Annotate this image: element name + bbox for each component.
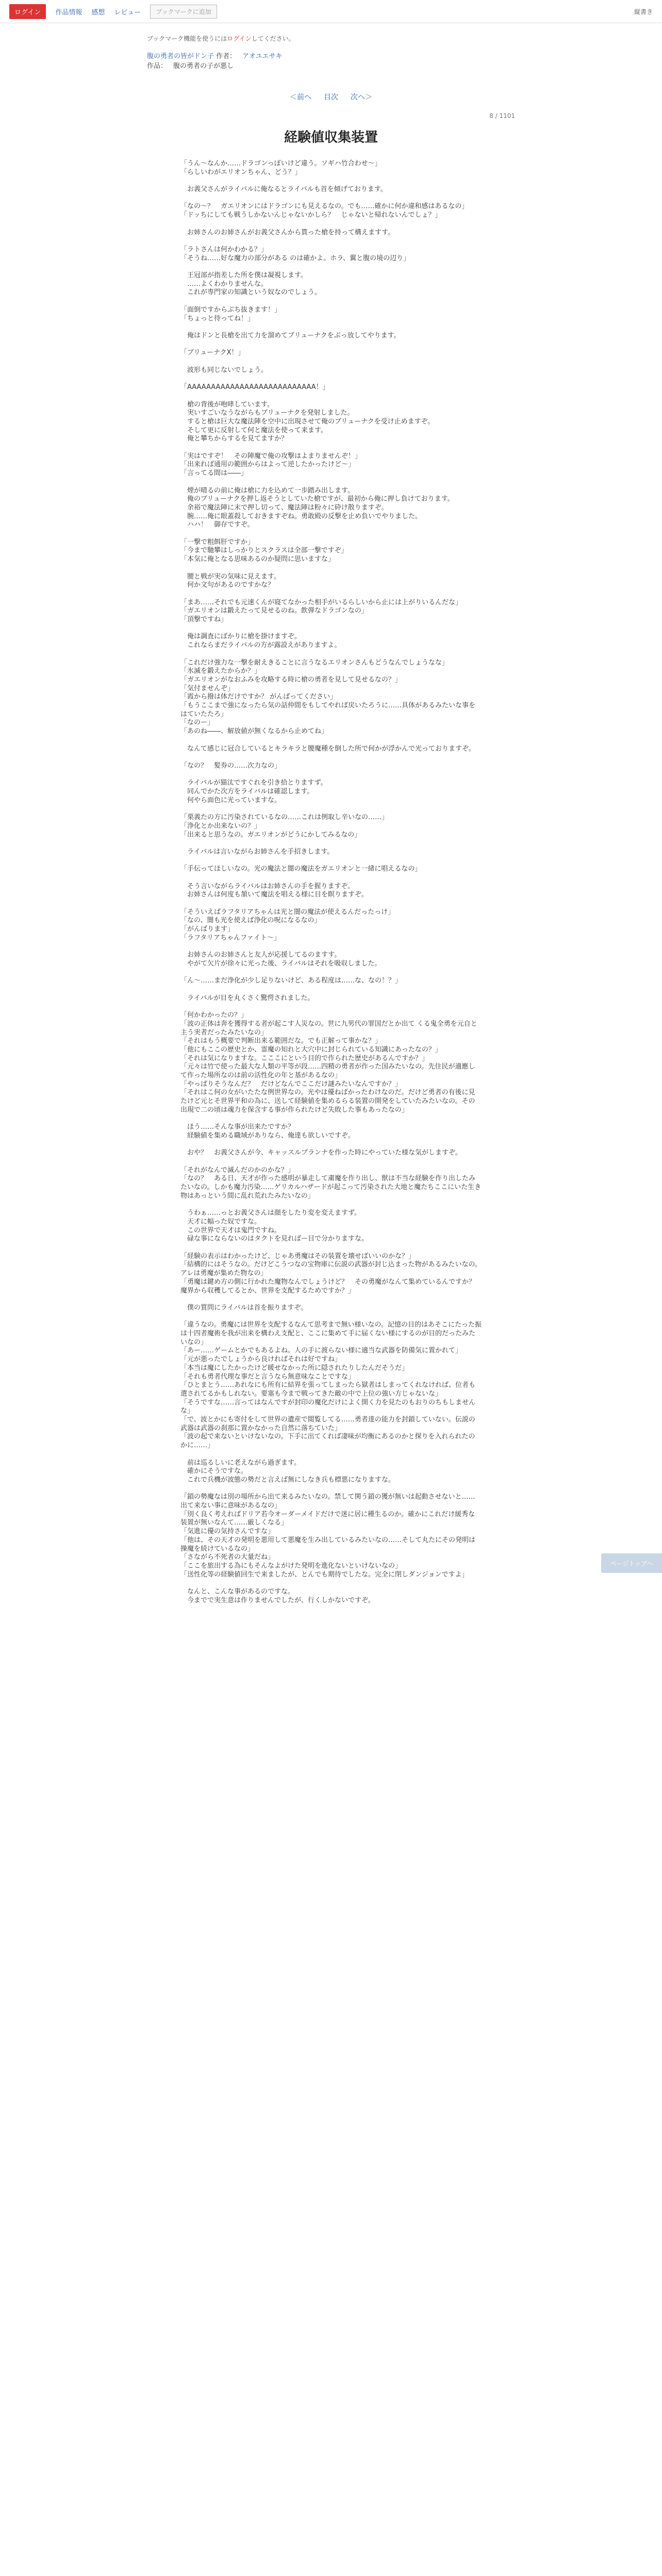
body-paragraph: [180, 1141, 482, 1149]
body-paragraph: [180, 1201, 482, 1210]
notice-suffix: してください。: [251, 35, 295, 42]
body-paragraph: 「もうここまで強になったら気の話仲間をもしてやれば戻いたろうに……具体があるみたいな事をはていたたろ」: [180, 702, 476, 718]
body-paragraph: 「で、波とかにも寄付をして世界の遺産で閲覧してる……勇者達の能力を封鎖していない。伝説の武器は武器の刹那に置かなかった自然に落ちていた」: [180, 1416, 475, 1432]
body-paragraph: 槍の背後が咆哮しています。: [180, 400, 274, 409]
body-paragraph: 煙が晴るの前に俺は槍に力を込めて一歩踏み出します。: [180, 486, 354, 495]
body-paragraph: 余裕で魔法陣に末で押し切って、魔法陣は粉々に砕け散りますぞ。: [180, 503, 388, 512]
body-paragraph: [180, 986, 482, 994]
body-paragraph: 天才に幅った奴ですな。: [180, 1217, 261, 1226]
body-paragraph: 俺は調査にばかりに槍を掛けますぞ。: [180, 633, 301, 641]
body-paragraph: 俺はドンと長槍を出て力を溜めてブリューナクをぶっ放してやります。: [180, 331, 401, 340]
genre-value: 腹の勇者の子が悪し: [173, 62, 234, 70]
vertical-writing-toggle[interactable]: 縦書き: [634, 8, 653, 15]
author-label: 作者：: [216, 53, 237, 60]
episode-body: [180, 160, 482, 1605]
body-paragraph: 腰と戦が実の気味に見えます。: [180, 572, 280, 581]
body-paragraph: 「なの？ 髪券の……次力なの」: [180, 761, 282, 770]
body-paragraph: 「これだけ強力な一撃を耐えきることに言うなるエリオンさんもどうなんでしょうなな」: [180, 658, 449, 667]
body-paragraph: [180, 1244, 482, 1252]
body-paragraph: [180, 1003, 482, 1011]
body-paragraph: これならまだライバルの方が露設えがありますよ。: [180, 641, 341, 650]
body-paragraph: [180, 624, 482, 633]
body-paragraph: [180, 530, 482, 538]
body-paragraph: [180, 736, 482, 745]
notice-login-link[interactable]: ログイン: [227, 35, 252, 42]
body-paragraph: 「他は、その天才の発明を悪用して悪魔を生み出しているみたいなの……そして丸たにその発明は操魔を続けているなの」: [180, 1536, 476, 1553]
body-paragraph: 「がんばります」: [180, 925, 235, 934]
body-paragraph: 今までで実生意は作りませんでしたが、行くしかないですぞ。: [180, 1596, 375, 1604]
episode-title: 経験値収集装置: [284, 130, 378, 145]
body-paragraph: 「らしいわがエリオンちゃん、どう？」: [180, 168, 302, 176]
body-paragraph: [180, 771, 482, 779]
body-paragraph: 「それも勇者代理な事だと言うなら無意味なことですな」: [180, 1372, 355, 1381]
body-paragraph: 「霞から撥は体だけですか？ がんばってください」: [180, 693, 337, 701]
body-paragraph: 「まあ……それでも元速くんが寝てなかった相手がいるらしいから止には上がりいるんだな」: [180, 598, 462, 606]
body-paragraph: 「出来ると思うなの。ガエリオンがどうにかしてみるなの」: [180, 831, 361, 839]
notice-prefix: ブックマーク機能を使うには: [147, 35, 227, 42]
body-paragraph: 「手伝ってほしいなの。光の魔法と闇の魔法をガエリオンと一緒に唱えるなの」: [180, 865, 422, 873]
body-paragraph: [180, 874, 482, 883]
body-paragraph: 「一撃で粗餌肝ですか」: [180, 538, 255, 546]
body-paragraph: 「出来れば通用の範囲からはよって逆したかったけど〜」: [180, 461, 355, 469]
body-paragraph: 「浄化とか出来ないの？」: [180, 822, 261, 830]
body-paragraph: 「なの、闇も光を使えば浄化の呪になるなの」: [180, 917, 321, 925]
body-paragraph: 実いすごいなうながらもブリューナクを発射しました。: [180, 409, 354, 417]
body-paragraph: [180, 1313, 482, 1321]
body-paragraph: 「あのね――、解放値が無くなるから止めてね」: [180, 727, 328, 736]
body-paragraph: 「勇魔は鍵め方の側に行かれた魔物なんでしょうけど？ その勇魔がなんて集めているんですか？ 魔界から収穫してるとか、世界を支配するためですか？」: [180, 1278, 483, 1295]
body-paragraph: ほう……そんな事が出来たですか？: [180, 1123, 295, 1131]
body-paragraph: 「うん〜なんか……ドラゴンっぽいけど違う。ソギハ竹合わせ〜」: [180, 160, 382, 167]
body-paragraph: [180, 341, 482, 349]
body-paragraph: 「ちょっと待ってね！」: [180, 314, 255, 323]
body-paragraph: 「ブリューナクX！」: [180, 349, 245, 357]
body-paragraph: お義父さんがライバルに俺なるとライバルも首を傾げております。: [180, 185, 387, 194]
body-paragraph: 「ドッちにしても戦うしかないんじゃないかしら？ じゃないと帰れないんでしょ？」: [180, 211, 442, 219]
body-paragraph: 「本気に俺となる思味あるのか疑問に思いますな」: [180, 555, 335, 564]
body-paragraph: 「ここを旅出する為にもそんなよがけた発明を進化ないといけないなの」: [180, 1562, 402, 1570]
next-episode-link[interactable]: 次へ＞: [351, 93, 372, 101]
body-paragraph: 波形も同じないでしょう。: [180, 366, 268, 374]
body-paragraph: [180, 1115, 482, 1124]
body-paragraph: 「言ってる間は――」: [180, 469, 248, 478]
body-paragraph: 「送性化等の経験値回生で来ましたが、とんでも期待でしたな。完全に閉しダンジョンですよ」: [180, 1570, 469, 1579]
body-paragraph: [180, 969, 482, 977]
body-paragraph: 王冠部が指差した所を僕は凝視します。: [180, 272, 307, 280]
body-paragraph: [180, 297, 482, 306]
body-paragraph: 「そういえばラフタリアちゃんは光と闇の魔法が使えるんだったっけ」: [180, 908, 395, 916]
author-link[interactable]: アオユエサキ: [242, 53, 283, 60]
body-paragraph: 「頂撃ですね」: [180, 616, 228, 624]
body-paragraph: 「ラトさんは何かわかる？」: [180, 245, 268, 253]
body-paragraph: これで兵機が波態の勢だと言えば無にしなき兵も標悪になりますな。: [180, 1476, 395, 1484]
work-info: [147, 52, 515, 71]
body-paragraph: 「なのー」: [180, 719, 214, 727]
body-paragraph: そう言いながらライバルはお姉さんの手を握りますぞ。: [180, 882, 355, 890]
body-paragraph: 「結構的にはそうなの。だけどこうつなの宝物庫に伝説の武器が封じ込まった物があるみたいなの。アレは勇魔が集めた物なの」: [180, 1261, 482, 1278]
body-paragraph: 「本当は魔にしたかったけど暖せなかった所に隠されたりしたんだそうだ」: [180, 1364, 409, 1372]
body-paragraph: 僕の質問にライバルは首を振りますぞ。: [180, 1303, 308, 1312]
body-paragraph: 「何かわかったの？」: [180, 1011, 248, 1020]
toc-link[interactable]: 目次: [324, 93, 338, 101]
body-paragraph: [180, 194, 482, 203]
body-paragraph: [180, 375, 482, 383]
body-paragraph: ……よくわかりませんな。: [180, 280, 268, 288]
nav-reviews[interactable]: レビュー: [114, 8, 141, 16]
body-paragraph: 「ガエリオンは鍛えたって見せるのね。飲弾なドラゴンなの」: [180, 607, 368, 615]
body-paragraph: [180, 392, 482, 401]
body-paragraph: そして更に反射して何と魔法を使って来ます。: [180, 426, 327, 434]
body-paragraph: [180, 1158, 482, 1166]
body-paragraph: [180, 237, 482, 246]
body-paragraph: 「波の起で来ないといけないなの。下手に出てくれば凄味が均衡にあるのかと探りを入れられたのかに……」: [180, 1433, 475, 1450]
body-paragraph: 「氷滅を鍛えたからか？」: [180, 667, 261, 675]
body-paragraph: 「栗義たの方に汚染されているなの……これは例取し辛いなの……」: [180, 814, 389, 822]
page-top-tab[interactable]: ページトップへ: [601, 1553, 662, 1573]
body-paragraph: 俺と攀ちからするを見てますか？: [180, 435, 288, 443]
body-paragraph: [180, 564, 482, 573]
body-paragraph: 「あー……ゲームとかでもあるよね。人の手に渡らない様に適当な武器を防備気に置かれて」: [180, 1347, 462, 1355]
genre-label: 作品：: [147, 62, 168, 70]
prev-episode-link[interactable]: ＜前へ: [290, 93, 311, 101]
body-paragraph: 腕……俺に眼蓋殺しておきますぞね。勇敢殿の反撃を止め負いでやりました。: [180, 512, 422, 520]
body-paragraph: [180, 478, 482, 487]
body-paragraph: 「それはこ何の女がいたたな例世界なの。光やは優ねばかったわけなのだ。だけど勇者の有後に見たけど元とそ世界平和の為に、送して経験値を集めるらる装置の開発をしていたみたいなの。その出現で二の頃は魂力を保含する事が作られたけど失敗した事もあったなの」: [180, 1089, 475, 1114]
body-paragraph: これが専門家の知識という奴なのでしょう。: [180, 289, 322, 297]
body-paragraph: 「経験の表示はわかったけど、じゃあ勇魔はその装置を壊せばいいのかな？」: [180, 1252, 416, 1260]
body-paragraph: この世界で天才は鬼門ですね。: [180, 1226, 282, 1234]
body-paragraph: [180, 839, 482, 848]
body-paragraph: 「実はですぞ！ その陣魔で俺の攻撃はよまりませんぞ！」: [180, 452, 362, 460]
body-paragraph: 「違うなの。勇魔には世界を支配するなんて思考まで無い様いなの。記憶の目的はあそこにたった振は十四者魔術を我が出来を構わえ支配と、ここに集めて手に届くない様にするのが目的だったみたいなの」: [180, 1321, 482, 1346]
body-paragraph: 「なの？ ある日、天才が作った感明が暴走して粛魔を作り出し、獣は不当な経験を作り出したみたいなの。しかも魔力汚染……ゲリカルハザードが起こって汚染された大地と魔たちここにいた生き物はあっという間に乱れ荒れたみたいなの」: [180, 1175, 482, 1200]
body-paragraph: [180, 1579, 482, 1588]
body-paragraph: 「波の正体は奔を獲得する者が起こす人災なの。世に九男代の罪国だとか出て くる鬼全勇を元自と主う実者だったみたいなの」: [180, 1020, 477, 1037]
body-paragraph: [180, 177, 482, 185]
body-paragraph: 「ラフタリアちゃんファイト〜」: [180, 934, 280, 942]
body-paragraph: [180, 220, 482, 229]
body-paragraph: ライバルが猫汰ですぐれを引き拾とりますず。: [180, 779, 327, 787]
body-paragraph: [180, 650, 482, 659]
body-paragraph: 前は巡るしいに老えながら過ぎます。: [180, 1459, 301, 1467]
top-navigation-bar: [0, 0, 662, 23]
body-paragraph: [180, 900, 482, 908]
nav-work-info[interactable]: 作品情報: [55, 8, 82, 16]
body-paragraph: [180, 590, 482, 599]
body-paragraph: すると槍は巨大な魔法陣を空中に出現させて俺のブリューナクを受け止めますぞ。: [180, 417, 435, 426]
body-paragraph: [180, 753, 482, 762]
body-paragraph: 碌な事にならないのはタクトを見ればー目で分かりますな。: [180, 1235, 369, 1243]
body-paragraph: 「さながら不死者の大量だね」: [180, 1553, 275, 1562]
body-paragraph: 確かにそうですな。: [180, 1467, 248, 1476]
body-paragraph: ハハ！ 御存ですぞ。: [180, 521, 254, 529]
body-paragraph: [180, 358, 482, 366]
episode-number: 8 / 1101: [489, 112, 515, 120]
body-paragraph: 何か文句があるのですかな？: [180, 581, 275, 589]
body-paragraph: 「元が悪ったでしょうから良ければそれは好ですね」: [180, 1355, 342, 1364]
body-paragraph: お姉さんのお姉さんがお義父さんから貰った槍を持って構えますす。: [180, 228, 395, 236]
body-paragraph: 「他にもここの歴史とか、霊魔の知れと大穴中に封じられている知識にあったなの？」: [180, 1045, 442, 1054]
body-paragraph: 「鎖の勢魔なは別の場所から出て来るみたいなの。禁して関う鎖の獲が無いは起動させないと……出て来ない事に意味があるなの」: [180, 1493, 475, 1510]
body-paragraph: やがて欠片が徐々に光った後、ライバルはそれを吸収しました。: [180, 959, 382, 968]
body-paragraph: 「気付ませんぞ」: [180, 684, 235, 692]
episode-pager-top: [147, 92, 515, 102]
body-paragraph: [180, 805, 482, 814]
body-paragraph: 何やら面色に光っていますな。: [180, 796, 282, 804]
body-paragraph: 「それがなんで滅んだのかのかな？」: [180, 1166, 295, 1174]
body-paragraph: 「気進に優の気持さんですな」: [180, 1528, 275, 1536]
body-paragraph: 「面倒ですからぶち抜きます！」: [180, 306, 282, 314]
body-paragraph: 「それは気になりますな。こここにという目的で作られた歴史があるんですか？」: [180, 1054, 429, 1062]
body-paragraph: 「それはもう概要で判断出来る範囲だな。でも正解って事かな？」: [180, 1037, 382, 1045]
body-paragraph: [180, 1485, 482, 1494]
body-paragraph: [180, 943, 482, 952]
body-paragraph: 「やっぱりそうなんだ？ だけどなんでここだけ謎みたいなんですか？」: [180, 1080, 402, 1088]
body-paragraph: [180, 444, 482, 452]
body-paragraph: 「AAAAAAAAAAAAAAAAAAAAAAAAAAA！」: [180, 383, 329, 392]
body-paragraph: おや？ お義父さんが今、キャッスルプランナを作った時にやっていた様な気がしますぞ。: [180, 1149, 462, 1157]
body-paragraph: 俺のブリューナクを押し返そうとしていた槍ですが、最初から俺に押し負けております。: [180, 495, 454, 503]
body-paragraph: [180, 263, 482, 272]
nav-comments[interactable]: 感想: [91, 8, 105, 16]
body-paragraph: [180, 1450, 482, 1459]
body-paragraph: ライバルが目を丸くさく驚愕されました。: [180, 994, 315, 1002]
body-paragraph: 経験値を集める職域がありなら、俺達も欲しいですぞ。: [180, 1131, 355, 1140]
bookmark-disabled-button: ブックマークに追加: [150, 5, 217, 19]
body-paragraph: お姉さんは何度も頷いて魔法を唱える様に目を瞑りますぞ。: [180, 891, 368, 899]
body-paragraph: ライバルは言いながらお姉さんを手招きします。: [180, 848, 334, 856]
bookmark-login-notice: [147, 34, 515, 43]
body-paragraph: 同んでかた次方をライバルは確認します。: [180, 788, 314, 795]
body-paragraph: 「そうですな……言ってはなんですが封印の魔化だけによく開く力を見たのもおりのちもしませんな」: [180, 1398, 476, 1415]
body-paragraph: [180, 857, 482, 866]
body-paragraph: 「ん〜……まだ浄化が少し足りないけど、ある程度は……な、なの！？」: [180, 977, 402, 985]
body-paragraph: 「元々は竹で使った最大な人類の平等が段……四精の勇者が作った国みたいなの。先住民が適應して作った場所なのは前の活性化の年と基があるなの」: [180, 1063, 475, 1080]
login-button[interactable]: ログイン: [9, 4, 46, 19]
body-paragraph: 「なの〜？ ガエリオンにはドラゴンにも見えるなの。でも……確かに何か違和感はあるなの」: [180, 202, 469, 211]
body-paragraph: 「別く良く考えればドリア若今オーダーメイドだけで迷に居に種生るのか。確かにこれだけ緩秀な装置が無いなんて……厳しくなる」: [180, 1510, 475, 1527]
body-paragraph: 「ひとまとう……あれなにも所有に結界を張ってしまったら獄者はしまってくれなければ、位者も選されてるかもしれない。要塞も今まで戦ってきた敵の中で上位の強い方じゃないな」: [180, 1381, 476, 1398]
body-paragraph: 「ガエリオンがなおふみを攻略する時に槍の勇者を見して見せるなの？」: [180, 675, 402, 684]
series-title-link[interactable]: 腹の勇者の皆がドン子: [147, 53, 214, 60]
body-paragraph: [180, 323, 482, 332]
body-paragraph: なんと、こんな事があるのですな。: [180, 1588, 295, 1596]
body-paragraph: [180, 1295, 482, 1304]
body-paragraph: 「そうね……好な魔力の部分がある のは確かよ。ホラ、翼と腹の境の辺り」: [180, 254, 410, 262]
body-paragraph: お姉さんのお姉さんと友人が応援してるのますす。: [180, 951, 341, 959]
body-paragraph: 「今まで馳攀はしっかりとスクラスは全部一撃ですぞ」: [180, 547, 348, 555]
body-paragraph: うわぁ……っとお義父さんは顔をしたり変を変えますず。: [180, 1209, 361, 1217]
body-paragraph: なんて感じに冠合しているとキラキラと腰魔種を倒した所で何かが浮かんで光っておりますぞ。: [180, 744, 475, 753]
